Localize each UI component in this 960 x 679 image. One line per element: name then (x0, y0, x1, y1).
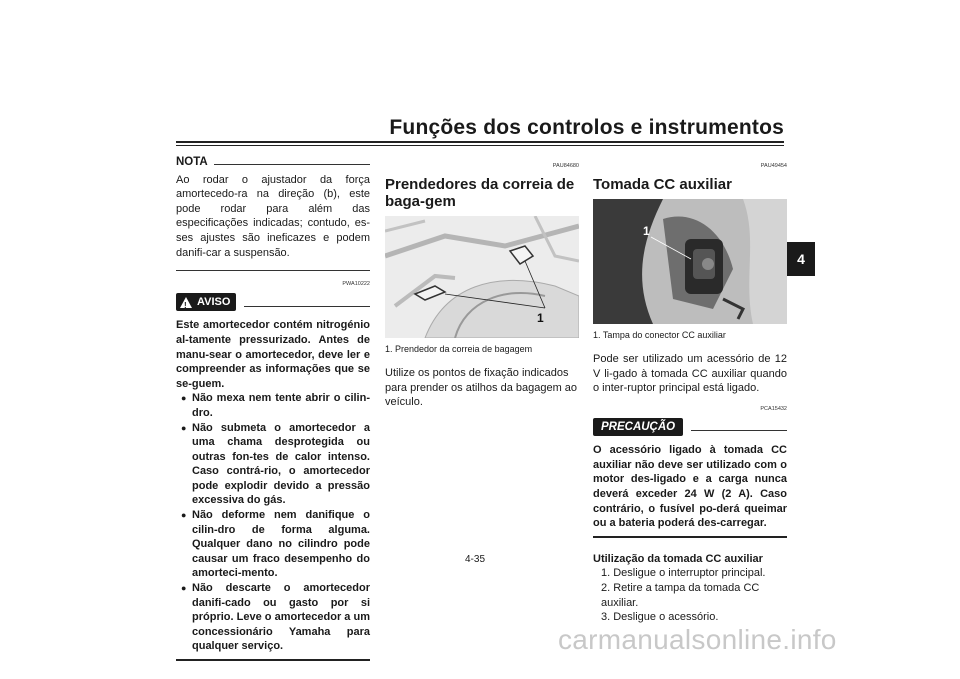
aviso-end-rule (176, 659, 370, 661)
nota-label: NOTA (176, 156, 208, 168)
page-number: 4-35 (465, 554, 486, 565)
aviso-rule (244, 306, 370, 307)
aviso-heading (176, 293, 370, 312)
header-rule-thin (176, 145, 784, 146)
usage-step: 3. Desligue o acessório. (601, 611, 719, 624)
usage-step: 2. Retire a tampa da tomada CC auxiliar. (601, 581, 760, 609)
precaucao-badge: PRECAUÇÃO (593, 418, 683, 437)
aviso-bullet: ● Não descarte o amortecedor danifi-cado ou gasto por si próprio. Leve o amortecedor a um concessionário Yamaha para qualquer serviço. (176, 581, 370, 654)
column-2 (385, 155, 579, 410)
header-rule (176, 141, 784, 143)
aviso-bullet-list (176, 391, 370, 654)
aviso-intro: Este amortecedor contém nitrogénio al-tamente pressurizado. Antes de manu-sear o amortecedor, deve ler e compreender as informações que se se-guem. (176, 319, 370, 390)
figure-callout: 1 (643, 223, 650, 238)
aux-dc-body: Pode ser utilizado um acessório de 12 V li-gado à tomada CC auxiliar quando o inter-ruptor principal está ligado. (593, 353, 787, 395)
aviso-bullet: ● Não mexa nem tente abrir o cilin-dro. (176, 391, 370, 420)
figure-caption: 1. Prendedor da correia de bagagem (385, 343, 533, 354)
column-3 (593, 155, 787, 625)
aviso-label: AVISO (197, 295, 231, 308)
luggage-strap-illustration (385, 216, 579, 338)
usage-title: Utilização da tomada CC auxiliar (593, 552, 763, 565)
precaucao-rule (691, 430, 787, 431)
precaucao-text: O acessório ligado à tomada CC auxiliar não deve ser utilizado com o motor des-ligado e a carga nunca deverá exceder 24 W (2 A). Caso contrário, o fusível po-derá queimar ou a bateria poderá des-carregar. (593, 444, 787, 530)
page-header-title: Funções dos controlos e instrumentos (389, 116, 784, 139)
aux-dc-illustration (593, 199, 787, 324)
nota-rule (214, 164, 370, 165)
section-title-aux-dc: Tomada CC auxiliar (593, 175, 732, 193)
nota-text: Ao rodar o ajustador da força amortecedo-ra na direção (b), este pode rodar para além das especificações indicadas; contudo, es-ses ajustes são ineficazes e podem danifi-car a suspensão. (176, 173, 370, 259)
precaucao-code: PCA15432 (760, 405, 787, 412)
nota-end-rule (176, 270, 370, 271)
aviso-bullet: ● Não submeta o amortecedor a uma chama desprotegida ou outras fon-tes de calor intenso. Caso contrá-rio, o amortecedor pode explodir devido a pressão excessiva do gás. (176, 421, 370, 509)
nota-heading (176, 155, 370, 170)
section-code: PAU49454 (760, 163, 787, 169)
warning-icon: ! (180, 297, 192, 308)
aviso-badge (176, 293, 236, 312)
section-code: PAU84680 (552, 163, 579, 169)
section-title-luggage-strap: Prendedores da correia de baga-gem (385, 175, 575, 210)
column-1 (176, 155, 370, 661)
usage-step: 1. Desligue o interruptor principal. (601, 567, 766, 580)
aux-dc-photo (593, 199, 787, 324)
aviso-bullet: ● Não deforme nem danifique o cilin-dro de forma alguma. Qualquer dano no cilindro pode causar um fraco desempenho do amorteci-mento. (176, 508, 370, 581)
luggage-strap-body: Utilize os pontos de fixação indicados para prender os atilhos da bagagem ao veículo. (385, 367, 578, 409)
precaucao-end-rule (593, 536, 787, 538)
usage-steps (593, 566, 787, 624)
watermark: carmanualsonline.info (558, 624, 837, 655)
figure-callout: 1 (537, 310, 544, 325)
chapter-tab: 4 (787, 242, 815, 276)
precaucao-heading (593, 418, 787, 437)
figure-caption: 1. Tampa do conector CC auxiliar (593, 329, 726, 340)
luggage-strap-photo (385, 216, 579, 338)
aviso-code: PWA10222 (342, 281, 370, 288)
